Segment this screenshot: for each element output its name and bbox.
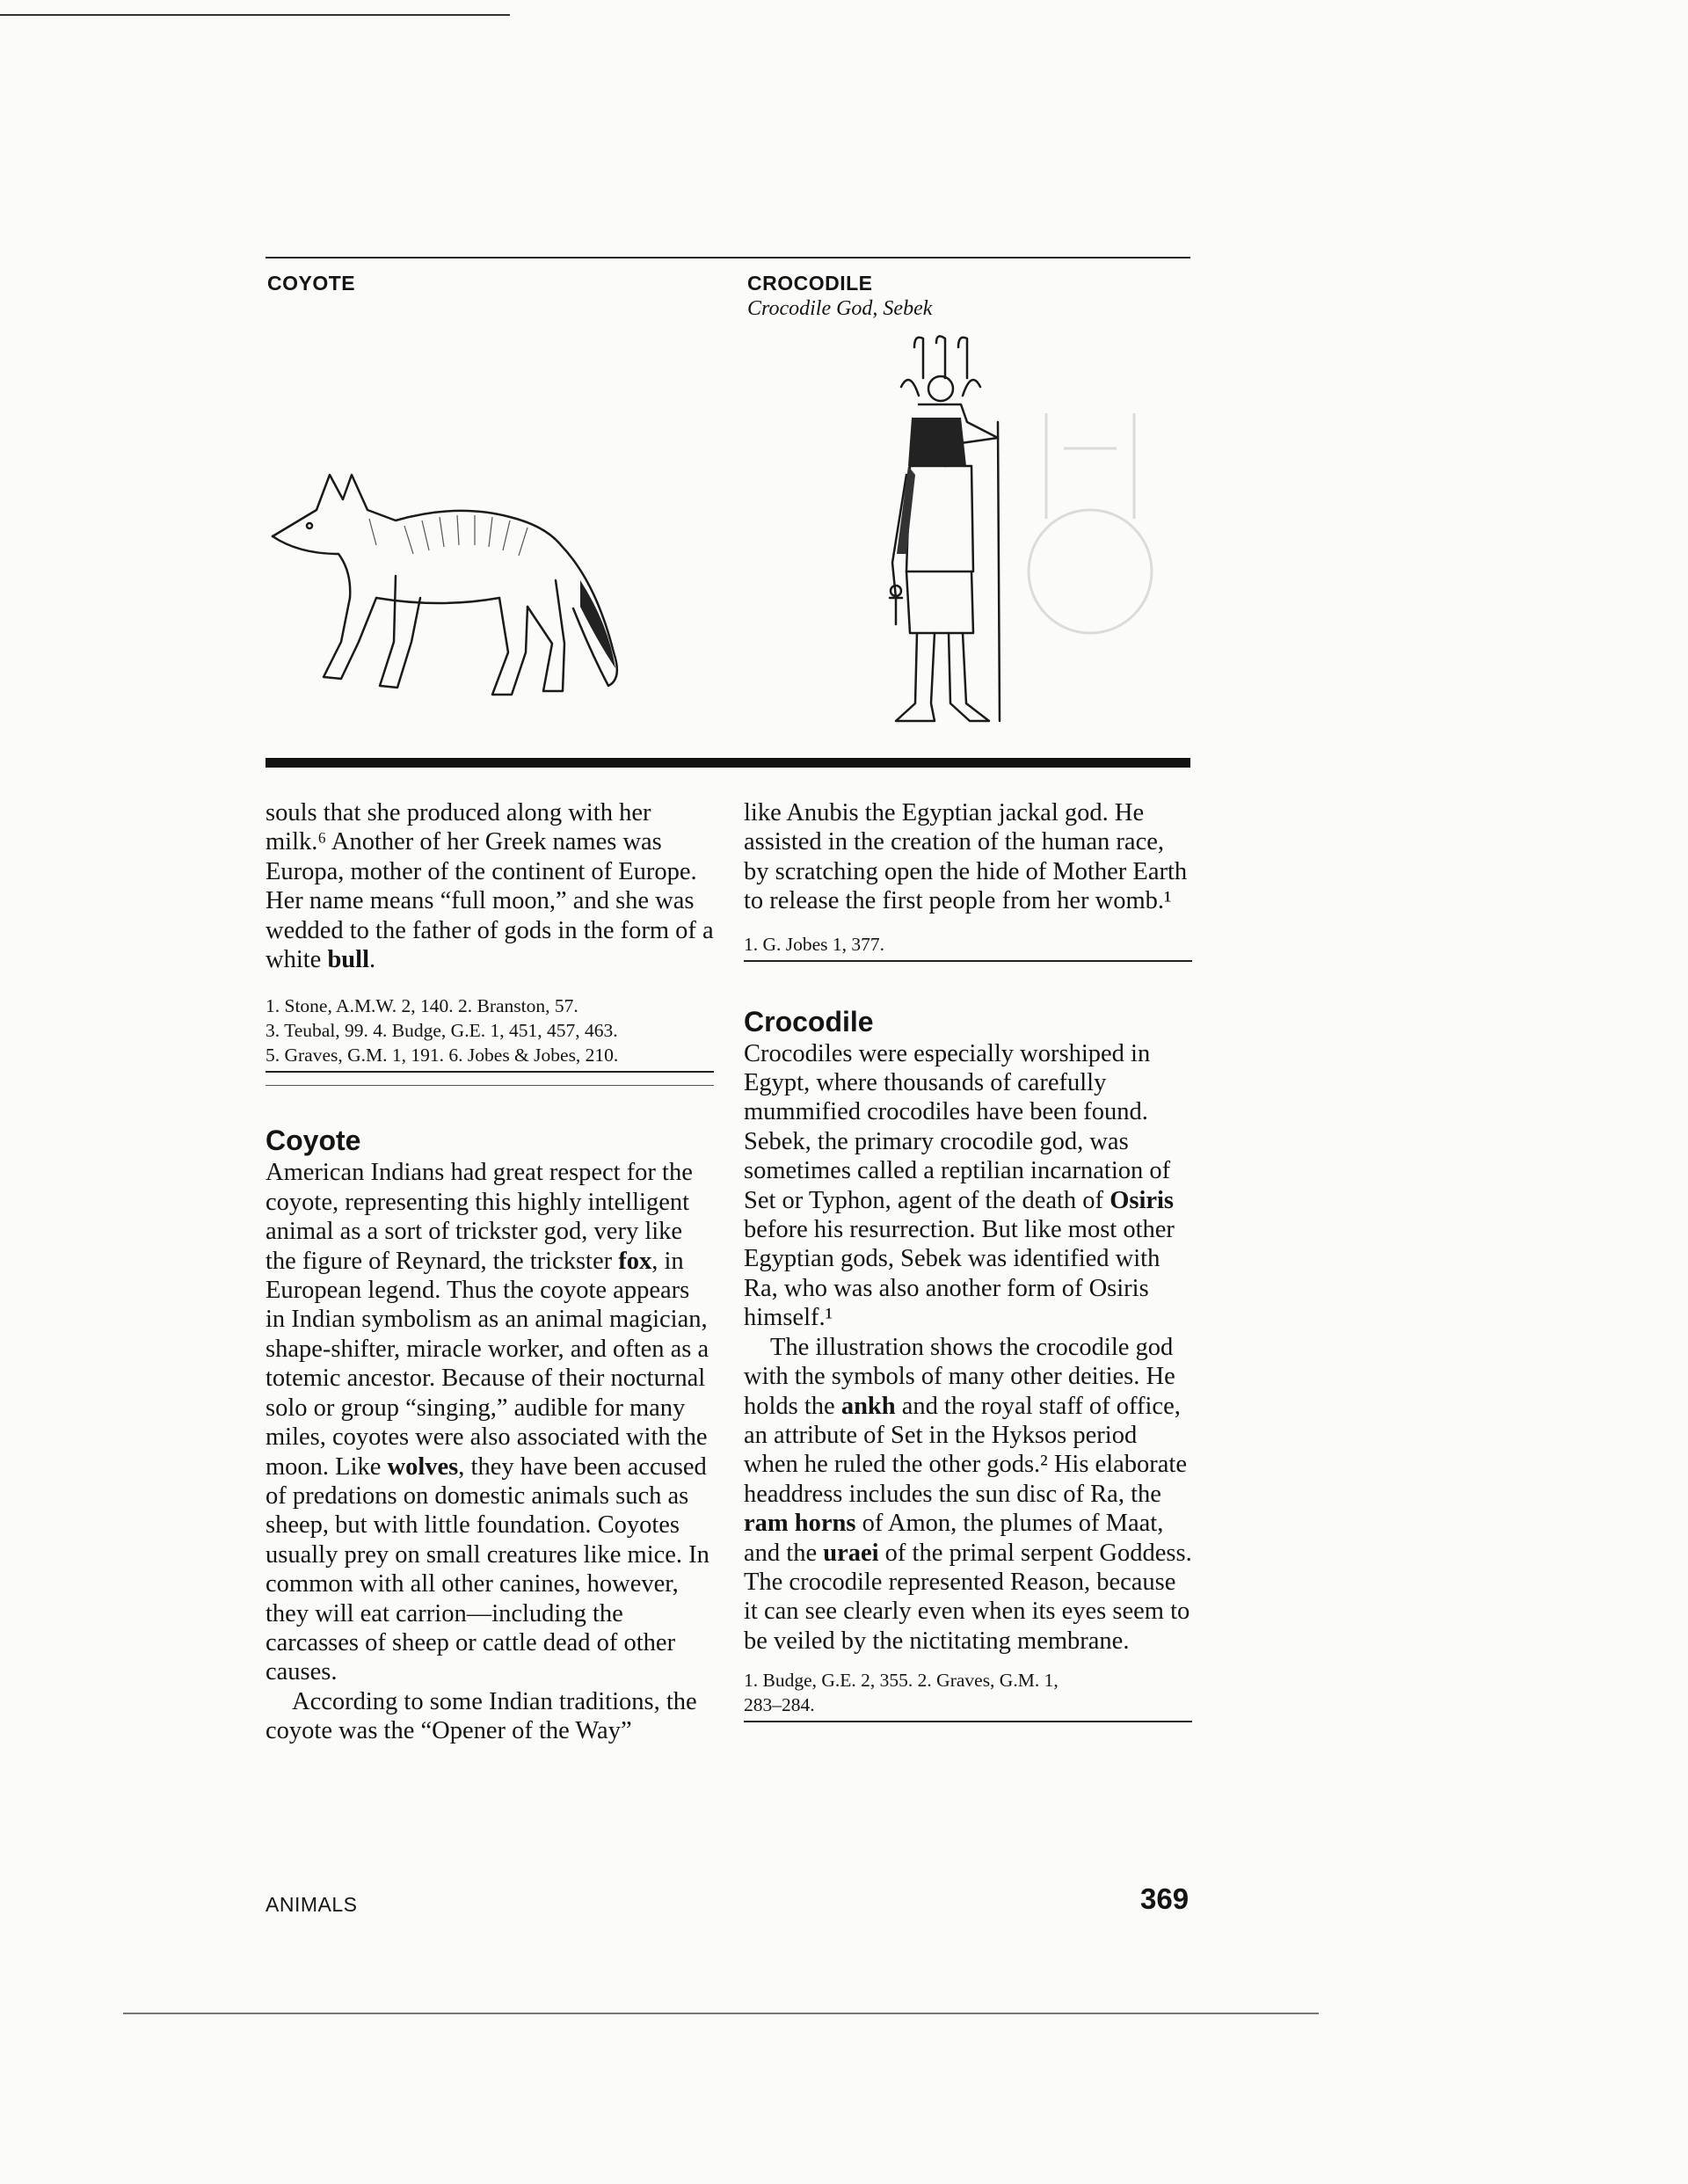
header-right (747, 272, 932, 321)
term-ankh: ankh (840, 1392, 896, 1420)
coyote-illustration (264, 422, 659, 721)
term-ram-horns: ram horns (744, 1510, 856, 1538)
term-uraei: uraei (823, 1539, 879, 1567)
illustration-bottom-rule (266, 758, 1190, 768)
coyote-paragraph-2: According to some Indian traditions, the coyote was the “Opener of the Way” (266, 1687, 697, 1745)
coyote-continued: like Anubis the Egyptian jackal god. He assisted in the creation of the human race, by scratching open the hide of Mother Earth to release the first people from her womb.¹ (744, 799, 1188, 915)
coyote-caption-title: COYOTE (267, 272, 356, 295)
heading-coyote: Coyote (266, 1125, 361, 1157)
term-fox: fox (618, 1247, 652, 1275)
continued-paragraph: souls that she produced along with her milk.⁶ Another of her Greek names was Europa, mother of the continent of Europe. Her name means “full moon,” and she was wedded to the father of gods in the form of a white bull. (266, 799, 714, 974)
page-number: 369 (1140, 1882, 1190, 1915)
right-column (744, 798, 1192, 1722)
header-left (267, 272, 355, 295)
heading-crocodile: Crocodile (744, 1005, 874, 1037)
coyote-paragraph-1: American Indians had great respect for the coyote, representing this highly intelligent animal as a sort of trickster god, very like the figure of Reynard, the trickster fox, in European legend. Thus the coyote appears in Indian symbolism as an animal magician, shape-shifter, miracle worker, and often as a totemic ancestor. Because of their nocturnal solo or group “singing,” audible for many miles, coyotes were also associated with the moon. Like wolves, they have been accused of predations on domestic animals such as sheep, but with little foundation. Coyotes usually prey on small creatures like mice. In common with all other canines, however, they will eat carrion—including the carcasses of sheep or cattle dead of other causes. (266, 1159, 709, 1686)
footnotes-right-2: 1. Budge, G.E. 2, 355. 2. Graves, G.M. 1, 283–284. (744, 1670, 1059, 1716)
crocodile-paragraph-2: The illustration shows the crocodile god with the symbols of many other deities. He holds the ankh and the royal staff of office, an attribute of Set in the Hyksos period when he ruled the other gods.² His elaborate headdress includes the sun disc of Ra, the ram horns of Amon, the plumes of Maat, and the uraei of the primal serpent Goddess. The crocodile represented Reason, because it can see clearly even when its eyes seem to be veiled by the nictitating membrane. (744, 1333, 1192, 1655)
term-wolves: wolves (387, 1452, 459, 1481)
notes-rule (266, 1071, 714, 1073)
scan-edge-bottom (123, 2013, 1319, 2014)
footer-section: ANIMALS (266, 1893, 358, 1916)
footnote-right-1: 1. G. Jobes 1, 377. (744, 933, 885, 955)
scan-edge-top (0, 14, 510, 16)
notes-rule-right-2 (744, 1721, 1192, 1722)
footnotes-left: 1. Stone, A.M.W. 2, 140. 2. Branston, 57. 3. Teubal, 99. 4. Budge, G.E. 1, 451, 457, 463. 5. Graves, G.M. 1, 191. 6. Jobes & Jobes, 210. (266, 995, 619, 1067)
header-rule (266, 257, 1190, 258)
crocodile-caption-title: CROCODILE (747, 272, 873, 295)
crocodile-paragraph-1: Crocodiles were especially worshiped in Egypt, where thousands of carefully mummified crocodiles have been found. Sebek, the primary crocodile god, was sometimes called a reptilian incarnation of Set or Typhon, agent of the death of Osiris before his resurrection. But like most other Egyptian gods, Sebek was identified with Ra, who was also another form of Osiris himself.¹ (744, 1039, 1175, 1332)
bleed-through-image (1011, 378, 1169, 695)
crocodile-caption-subtitle: Crocodile God, Sebek (747, 297, 933, 320)
left-column (266, 798, 714, 1746)
term-osiris: Osiris (1110, 1186, 1175, 1214)
sebek-illustration (857, 334, 1033, 730)
term-bull: bull (327, 946, 369, 974)
